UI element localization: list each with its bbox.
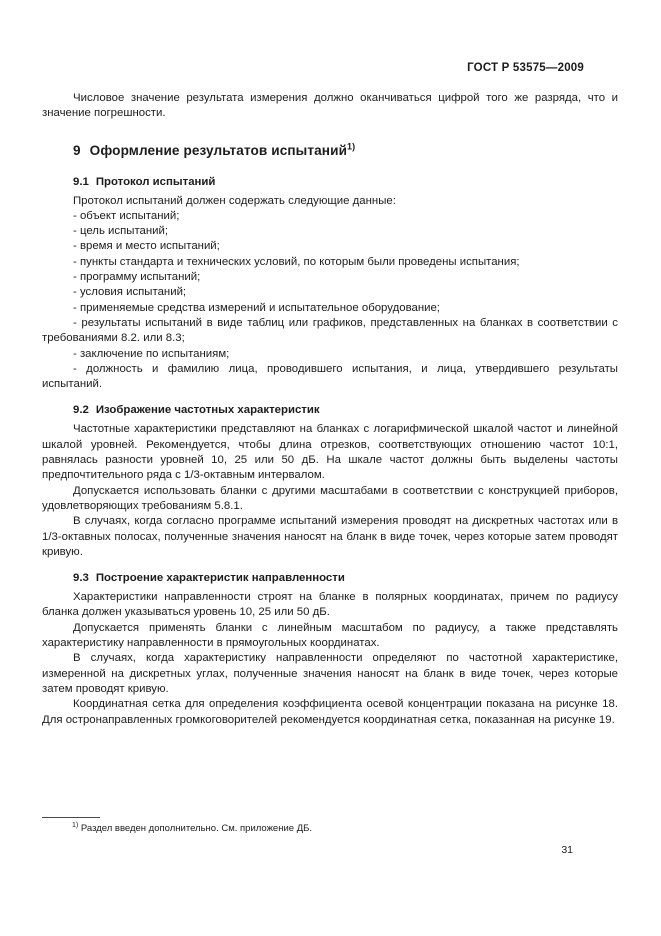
footnote-text: Раздел введен дополнительно. См. приложение ДБ. xyxy=(78,823,312,834)
list-item: - пункты стандарта и технических условий, по которым были проведены испытания; xyxy=(73,255,520,268)
body-paragraph: Допускается применять бланки с линейным масштабом по радиусу, а также представлять характеристику направленности в прямоугольных координатах. xyxy=(42,621,618,650)
body-paragraph: Частотные характеристики представляют на бланках с логарифмической шкалой частот и линейной шкалой уровней. Рекомендуется, чтобы длина отрезков, соответствующих отношению частот 10:1, равнялась разности уровней 10, 25 или 50 дБ. На шкале частот должны быть выделены частоты предпочтительного ряда с 1/3-октавным интервалом. xyxy=(42,423,618,482)
subsection-9-2-number: 9.2 xyxy=(73,404,89,417)
protocol-list xyxy=(42,194,618,393)
list-item: - объект испытаний; xyxy=(73,209,180,222)
page-content xyxy=(42,61,618,728)
subsection-9-2-heading xyxy=(42,403,618,418)
list-item: - цель испытаний; xyxy=(73,225,169,238)
page-number: 31 xyxy=(561,844,573,856)
section-9-heading xyxy=(42,142,618,159)
subsection-9-1-heading xyxy=(42,175,618,190)
body-paragraph: Допускается использовать бланки с другими масштабами в соответствии с конструкцией приборов, удовлетворяющих требованиям 5.8.1. xyxy=(42,484,618,512)
body-paragraph: Характеристики направленности строят на бланке в полярных координатах, причем по радиусу бланка должен указываться уровень 10, 25 или 50 дБ. xyxy=(42,591,618,619)
footnote-mark: 1) xyxy=(72,821,79,829)
subsection-9-1-number: 9.1 xyxy=(73,175,89,188)
footnote-separator xyxy=(42,817,100,818)
intro-paragraph: Числовое значение результата измерения должно оканчиваться цифрой того же разряда, что и значение погрешности. xyxy=(42,92,618,120)
subsection-9-2-title: Изображение частотных характеристик xyxy=(95,404,320,417)
list-item: - время и место испытаний; xyxy=(73,240,220,253)
subsection-9-1-title: Протокол испытаний xyxy=(95,175,216,188)
body-paragraph: В случаях, когда характеристику направленности определяют по частотной характеристике, измеренной на дискретных углах, полученные значения наносят на бланк в виде точек, через которые затем проводят кривую. xyxy=(42,652,618,695)
list-item: - условия испытаний; xyxy=(73,286,187,299)
list-item: - заключение по испытаниям; xyxy=(73,347,230,360)
subsection-9-3-heading xyxy=(42,571,618,586)
section-9-footnote-mark: 1) xyxy=(347,141,356,152)
list-item: - программу испытаний; xyxy=(73,271,201,284)
section-9-number: 9 xyxy=(73,142,81,158)
section-9-title: Оформление результатов испытаний xyxy=(89,142,348,158)
list-item: - результаты испытаний в виде таблиц или графиков, представленных на бланках в соответствии с требованиями 8.2. или 8.3; xyxy=(42,316,618,345)
protocol-intro: Протокол испытаний должен содержать следующие данные: xyxy=(73,194,396,207)
subsection-9-3-number: 9.3 xyxy=(73,572,89,585)
body-paragraph: В случаях, когда согласно программе испытаний измерения проводят на дискретных частотах или в 1/3-октавных полосах, полученные значения наносят на бланк в виде точек, через которые затем проводят кривую. xyxy=(42,515,618,558)
document-standard-header: ГОСТ Р 53575—2009 xyxy=(467,62,584,74)
list-item: - должность и фамилию лица, проводившего испытания, и лица, утвердившего результаты испытаний. xyxy=(42,362,618,391)
body-paragraph: Координатная сетка для определения коэффициента осевой концентрации показана на рисунке 18. Для остронаправленных громкоговорителей рекомендуется координатная сетка, показанная на рисунке 19. xyxy=(42,698,618,726)
footnote xyxy=(42,823,618,836)
list-item: - применяемые средства измерений и испытательное оборудование; xyxy=(73,301,440,314)
subsection-9-3-title: Построение характеристик направленности xyxy=(95,572,345,585)
